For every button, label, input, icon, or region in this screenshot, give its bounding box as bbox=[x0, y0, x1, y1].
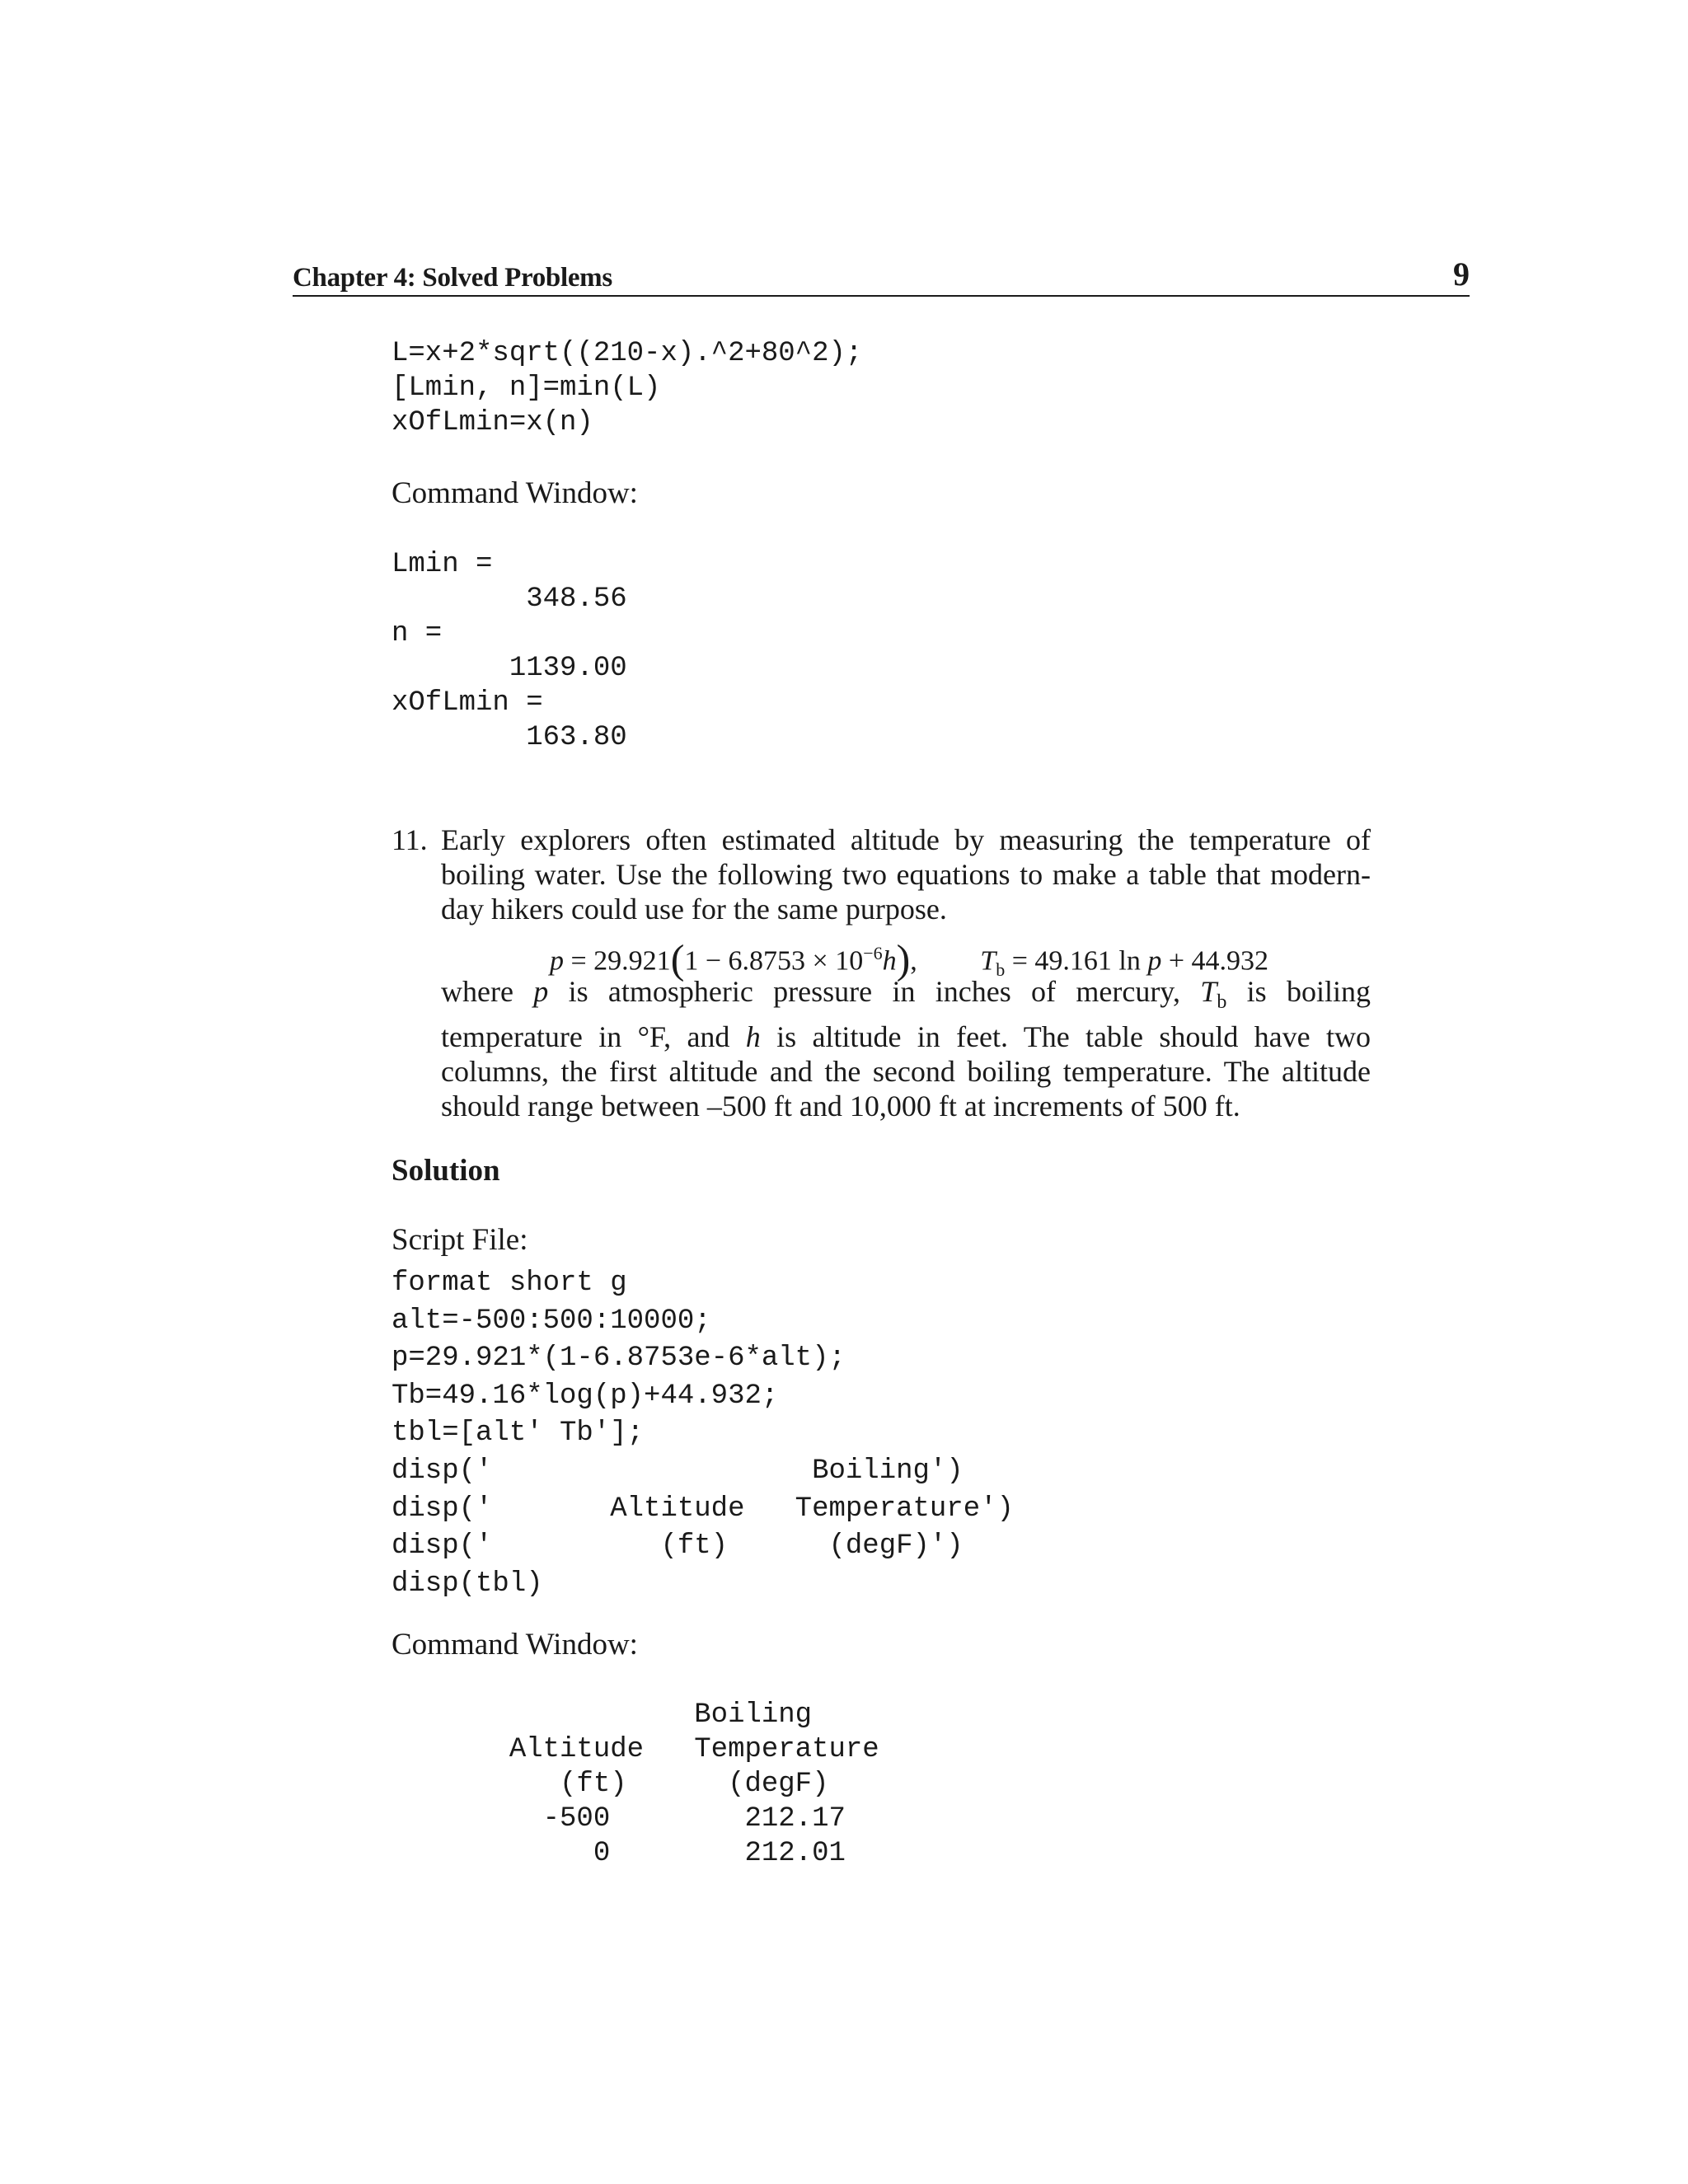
where-text-2: is boiling temperature in °F, and bbox=[441, 975, 1371, 1054]
eq-tb-var: T bbox=[980, 945, 996, 977]
eq-p-h: h bbox=[882, 945, 897, 977]
equations: $p = 29.921(1 - 6.8753 \times 10^{-6}h)$, $T_b = 49.161$ ln p + 44.932 bbox=[550, 935, 1269, 982]
running-header bbox=[293, 255, 1470, 297]
variable-definitions bbox=[441, 974, 1371, 1123]
where-var-t-sub: b bbox=[1217, 991, 1227, 1014]
eq-p-exp: −6 bbox=[863, 943, 883, 963]
where-var-p: p bbox=[533, 975, 549, 1008]
problem-number: 11. bbox=[392, 823, 428, 856]
eq-tb-sub: b bbox=[996, 959, 1006, 981]
where-text-0: where bbox=[441, 975, 534, 1008]
command-window-label-1: Command Window: bbox=[392, 476, 638, 510]
command-window-label-2: Command Window: bbox=[392, 1628, 638, 1661]
where-text-1: is atmospheric pressure in inches of mercury, bbox=[548, 975, 1201, 1008]
eq-p-inner: 1 − 6.8753 × 10 bbox=[684, 945, 864, 977]
code-block-top: L=x+2*sqrt((210-x).^2+80^2); [Lmin, n]=min(L) xOfLmin=x(n) bbox=[392, 338, 863, 438]
eq-tb-coef: = 49.161 ln bbox=[1005, 945, 1141, 977]
command-output-2: Boiling Altitude Temperature (ft) (degF) -500 212.17 0 212.01 bbox=[509, 1699, 879, 1869]
eq-tb-p: p bbox=[1147, 945, 1162, 977]
where-var-h: h bbox=[745, 1020, 761, 1054]
eq-tb-const: + 44.932 bbox=[1161, 945, 1269, 977]
script-code: format short g alt=-500:500:10000; p=29.921*(1-6.8753e-6*alt); Tb=49.16*log(p)+44.932; tbl=[alt' Tb']; disp(' Boiling') disp(' Altitude Temperature') disp(' (ft) (degF)') disp(tbl) bbox=[392, 1268, 1014, 1600]
where-text-3: is altitude in feet. The table should have two columns, the first altitude and the second boiling temperature. The altitude should range between –500 ft and 10,000 ft at increments of 500 ft. bbox=[441, 1020, 1371, 1123]
chapter-title: Chapter 4: Solved Problems bbox=[293, 263, 612, 293]
page-number: 9 bbox=[1453, 255, 1470, 293]
eq-p-coef: = 29.921 bbox=[564, 945, 671, 977]
command-output-1: Lmin = 348.56 n = 1139.00 xOfLmin = 163.80 bbox=[392, 549, 627, 753]
eq-p-var: p bbox=[550, 945, 564, 977]
solution-heading: Solution bbox=[392, 1154, 500, 1188]
where-var-t: T bbox=[1200, 975, 1217, 1008]
script-file-label: Script File: bbox=[392, 1223, 528, 1257]
problem-text: Early explorers often estimated altitude by measuring the temperature of boiling water. Use the following two equations to make a table that modern-day hikers could use for the same purpose. bbox=[441, 823, 1371, 926]
